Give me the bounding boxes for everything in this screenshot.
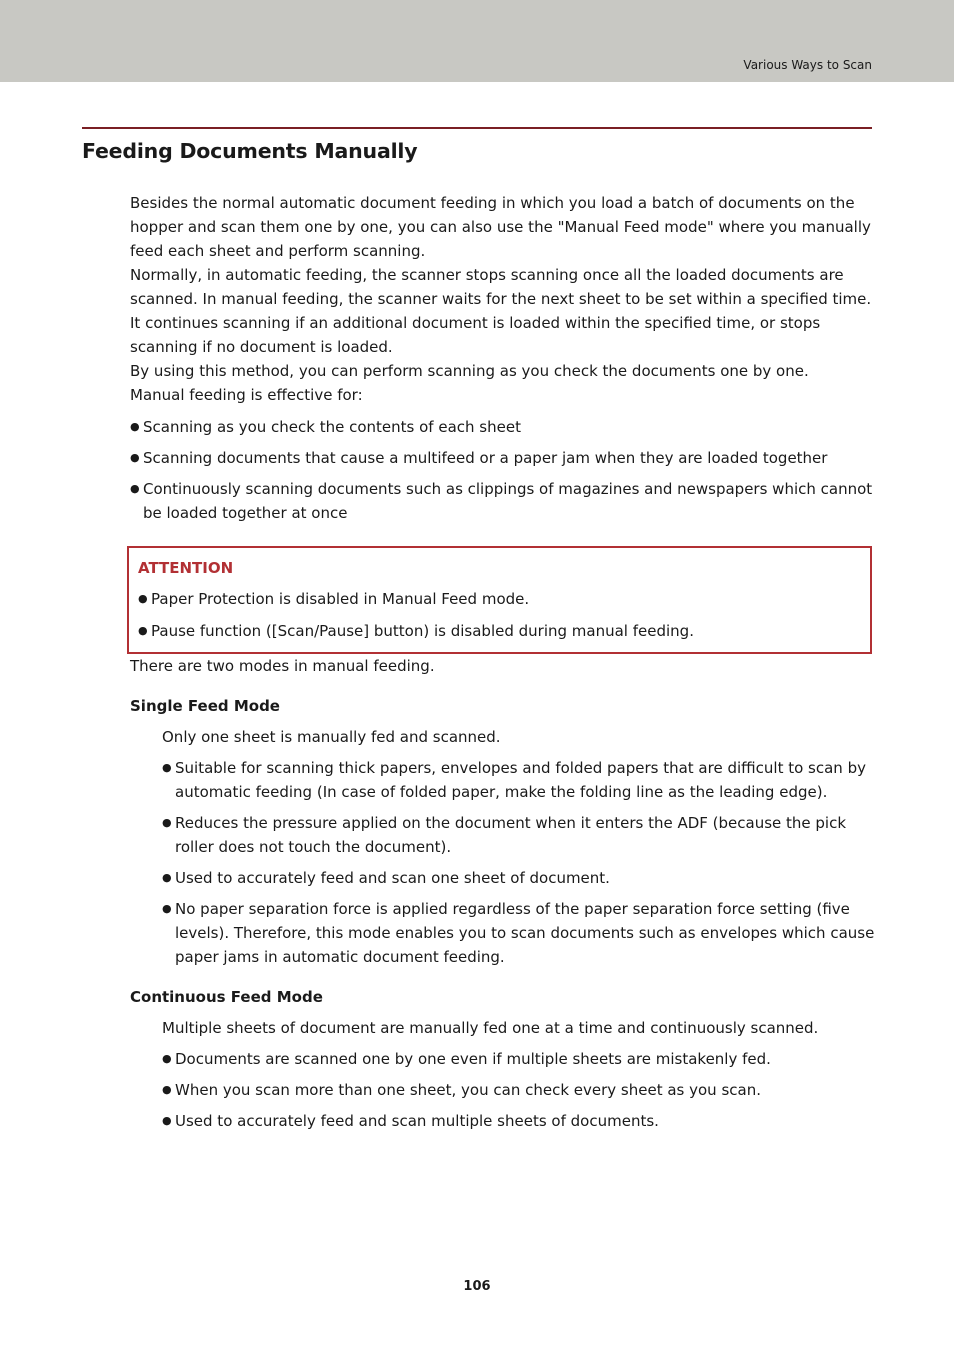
single-feed-list — [162, 756, 875, 969]
intro-bullet-list — [130, 415, 875, 525]
attention-box — [127, 546, 872, 654]
list-item: ● No paper separation force is applied regardless of the paper separation force setting (five levels). Therefore, this mode enables you to scan documents such as envelopes which cause paper jams in automatic document feeding. — [162, 897, 875, 969]
list-item: ● Reduces the pressure applied on the document when it enters the ADF (because the pick roller does not touch the document). — [162, 811, 875, 859]
list-item: ● Used to accurately feed and scan multiple sheets of documents. — [162, 1109, 875, 1133]
list-item: ● Documents are scanned one by one even if multiple sheets are mistakenly fed. — [162, 1047, 875, 1071]
intro-paragraph: Manual feeding is effective for: — [130, 386, 363, 404]
intro-paragraph: By using this method, you can perform scanning as you check the documents one by one. — [130, 362, 809, 380]
modes-intro: There are two modes in manual feeding. — [130, 657, 435, 675]
single-feed-description: Only one sheet is manually fed and scanned. — [162, 728, 501, 746]
list-item: ● When you scan more than one sheet, you can check every sheet as you scan. — [162, 1078, 875, 1102]
attention-list — [138, 587, 861, 643]
list-item: ● Scanning as you check the contents of each sheet — [130, 415, 875, 439]
list-item: ● Pause function ([Scan/Pause] button) is disabled during manual feeding. — [138, 619, 861, 643]
list-item: ● Suitable for scanning thick papers, envelopes and folded papers that are difficult to scan by automatic feeding (In case of folded paper, make the folding line as the leading edge). — [162, 756, 875, 804]
intro-paragraph: Besides the normal automatic document feeding in which you load a batch of documents on the hopper and scan them one by one, you can also use the "Manual Feed mode" where you manually feed each sheet and perform scanning. — [130, 194, 871, 260]
intro-paragraph: Normally, in automatic feeding, the scanner stops scanning once all the loaded documents are scanned. In manual feeding, the scanner waits for the next sheet to be set within a specified time. It continues scanning if an additional document is loaded within the specified time, or stops scanning if no document is loaded. — [130, 266, 872, 356]
single-feed-section — [162, 725, 875, 969]
list-item: ● Used to accurately feed and scan one sheet of document. — [162, 866, 875, 890]
list-item: ● Continuously scanning documents such as clippings of magazines and newspapers which cannot be loaded together at once — [130, 477, 875, 525]
page-title: Feeding Documents Manually — [82, 139, 418, 163]
continuous-feed-description: Multiple sheets of document are manually fed one at a time and continuously scanned. — [162, 1019, 819, 1037]
section-header: Various Ways to Scan — [743, 58, 872, 72]
list-item: ● Paper Protection is disabled in Manual Feed mode. — [138, 587, 861, 611]
single-feed-heading: Single Feed Mode — [130, 697, 280, 715]
main-content — [130, 191, 875, 1133]
continuous-feed-list — [162, 1047, 875, 1133]
continuous-feed-heading: Continuous Feed Mode — [130, 988, 323, 1006]
page-number: 106 — [463, 1279, 491, 1294]
list-item: ● Scanning documents that cause a multifeed or a paper jam when they are loaded together — [130, 446, 875, 470]
continuous-feed-section — [162, 1016, 875, 1133]
title-rule — [82, 127, 872, 129]
attention-title: ATTENTION — [138, 559, 234, 577]
